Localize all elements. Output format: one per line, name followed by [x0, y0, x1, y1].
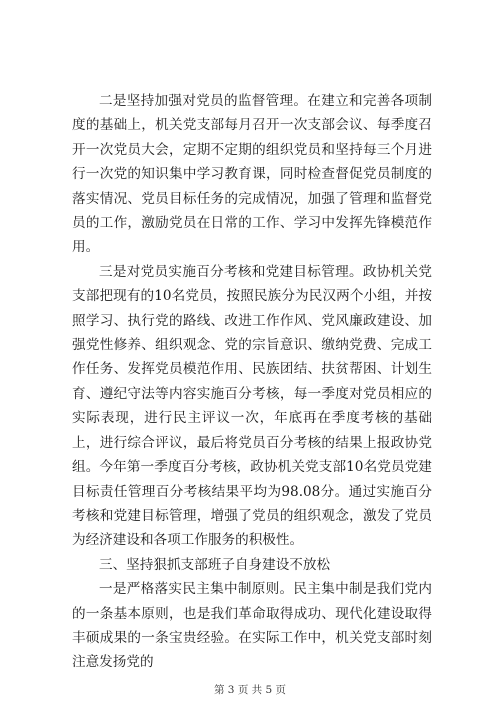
section-heading: 三、坚持狠抓支部班子自身建设不放松	[99, 556, 331, 573]
paragraph-supervision: 二是坚持加强对党员的监督管理。在建立和完善各项制度的基础上，机关党支部每月召开一次支部会议、每季度召开一次党员大会，定期不定期的组织党员和坚持每三个月进行一次党的知识集中学习教育课，同时检查督促党员制度的落实情况、党员目标任务的完成情况，加强了管理和监督党员的工作，激励党员在日常的工作、学习中发挥先锋模范作用。	[72, 93, 432, 256]
document-body	[72, 89, 432, 675]
paragraph-democratic-centralism: 一是严格落实民主集中制原则。民主集中制是我们党内的一条基本原则，也是我们革命取得成功、现代化建设取得丰硕成果的一条宝贵经验。在实际工作中，机关党支部时刻注意发扬党的	[72, 581, 432, 671]
paragraph-assessment: 三是对党员实施百分考核和党建目标管理。政协机关党支部把现有的10名党员，按照民族分为民汉两个小组，并按照学习、执行党的路线、改进工作作风、党风廉政建设、加强党性修养、组织观念、党的宗旨意识、缴纳党费、完成工作任务、发挥党员模范作用、民族团结、扶贫帮困、计划生育、遵纪守法等内容实施百分考核，每一季度对党员相应的实际表现，进行民主评议一次，年底再在季度考核的基础上，进行综合评议，最后将党员百分考核的结果上报政协党组。今年第一季度百分考核，政协机关党支部10名党员党建目标责任管理百分考核结果平均为98.08分。通过实施百分考核和党建目标管理，增强了党员的组织观念，激发了党员为经济建设和各项工作服务的积极性。	[72, 263, 432, 549]
page-footer: 第 3 页 共 5 页	[213, 684, 287, 696]
